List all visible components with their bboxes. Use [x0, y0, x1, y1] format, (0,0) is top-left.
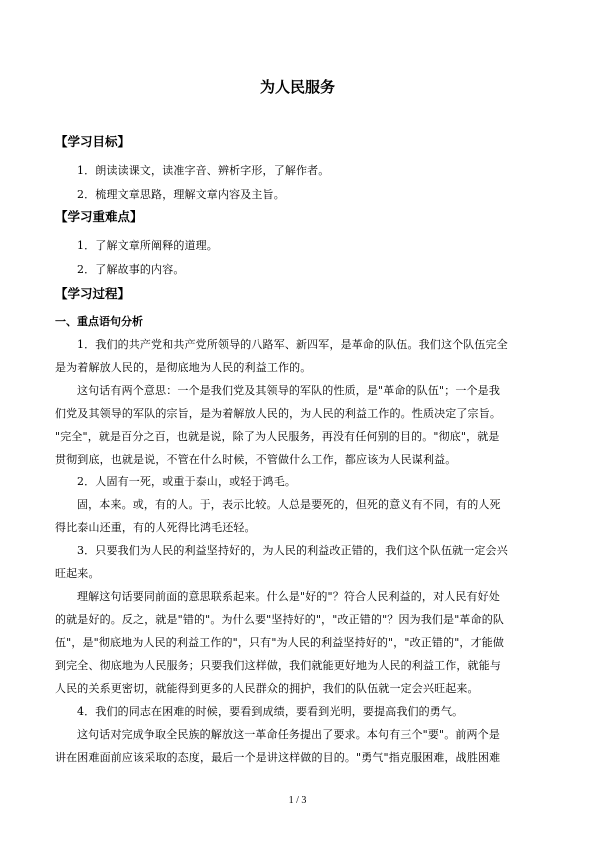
body-line: 讲在困难面前应该采取的态度，最后一个是讲这样做的目的。"勇气"指克服困难，战胜困难 — [55, 751, 501, 764]
body-line: 3．只要我们为人民的利益坚持好的，为人民的利益改正错的，我们这个队伍就一定会兴 — [77, 544, 508, 557]
body-line: 这句话有两个意思：一个是我们党及其领导的军队的性质，是"革命的队伍"；一个是我 — [77, 384, 500, 397]
page-title: 为人民服务 — [259, 78, 335, 96]
body-line: 是为着解放人民的，是彻底地为人民的利益工作的。 — [55, 361, 312, 374]
body-line: 2．人固有一死，或重于泰山，或轻于鸿毛。 — [77, 475, 296, 488]
goals-heading: 【学习目标】 — [55, 134, 131, 149]
goals-item: 1．朗读读课文，读准字音、辨析字形，了解作者。 — [77, 164, 330, 177]
key-points-item: 1．了解文章所阐释的道理。 — [77, 239, 218, 252]
process-heading: 【学习过程】 — [55, 286, 131, 301]
page-number: 1 / 3 — [288, 795, 307, 806]
body-line: 的就是好的。反之，就是"错的"。为什么要"坚持好的"，"改正错的"？因为我们是"革命的队 — [55, 613, 505, 626]
body-line: 们党及其领导的军队的宗旨，是为着解放人民的，为人民的利益工作的。性质决定了宗旨。 — [55, 407, 501, 420]
body-line: 4．我们的同志在困难的时候，要看到成绩，要看到光明，要提高我们的勇气。 — [77, 705, 464, 718]
body-line: "完全"，就是百分之百，也就是说，除了为人民服务，再没有任何别的目的。"彻底"，就是 — [55, 430, 500, 443]
body-line: 1．我们的共产党和共产党所领导的八路军、新四军，是革命的队伍。我们这个队伍完全 — [77, 338, 508, 351]
process-subheading: 一、重点语句分析 — [55, 315, 143, 328]
goals-item: 2．梳理文章思路，理解文章内容及主旨。 — [77, 188, 285, 201]
body-line: 伍"，是"彻底地为人民的利益工作的"，只有"为人民的利益坚持好的"，"改正错的"，才能做 — [55, 636, 505, 649]
body-line: 理解这句话要同前面的意思联系起来。什么是"好的"？符合人民利益的，对人民有好处 — [77, 590, 500, 603]
body-line: 人民的关系更密切，就能得到更多的人民群众的拥护，我们的队伍就一定会兴旺起来。 — [55, 682, 479, 695]
body-line: 这句话对完成争取全民族的解放这一革命任务提出了要求。本句有三个"要"。前两个是 — [77, 728, 500, 741]
key-points-heading: 【学习重难点】 — [55, 209, 143, 224]
body-line: 旺起来。 — [55, 567, 100, 580]
body-line: 固，本来。或，有的人。于，表示比较。人总是要死的，但死的意义有不同，有的人死 — [77, 498, 501, 511]
body-line: 贯彻到底，也就是说，不管在什么时候，不管做什么工作，都应该为人民谋利益。 — [55, 453, 457, 466]
key-points-item: 2．了解故事的内容。 — [77, 263, 185, 276]
body-line: 得比泰山还重，有的人死得比鸿毛还轻。 — [55, 521, 256, 534]
body-line: 到完全、彻底地为人民服务；只要我们这样做，我们就能更好地为人民的利益工作，就能与 — [55, 659, 501, 672]
